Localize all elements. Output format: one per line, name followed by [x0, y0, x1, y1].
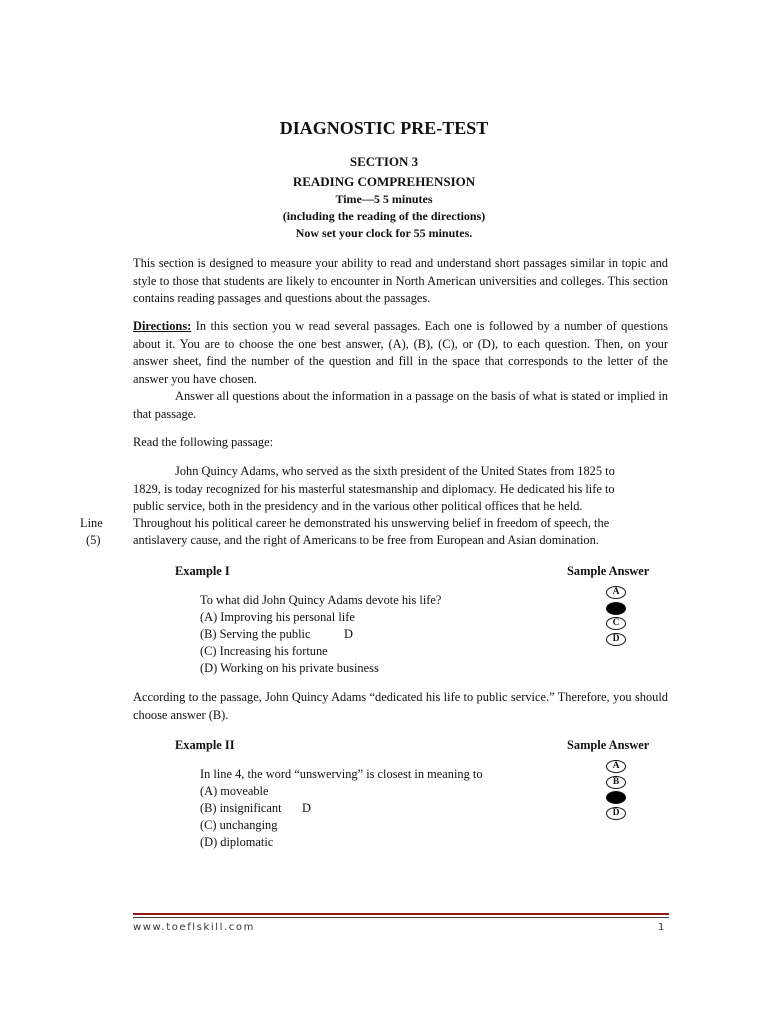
- example-1-question: To what did John Quincy Adams devote his life?: [200, 593, 442, 607]
- footer-rule-thin: [133, 917, 669, 918]
- example-1-answer-bubbles: [606, 586, 628, 648]
- example-1-option-b: (B) Serving the public: [200, 627, 311, 641]
- example-1-explanation: According to the passage, John Quincy Adams “dedicated his life to public service.” Therefore, you should choose answer (B).: [133, 690, 668, 722]
- passage-line-4: Throughout his political career he demonstrated his unswerving belief in freedom of speech, the: [133, 516, 610, 530]
- passage-line-3: public service, both in the presidency and in the various other political offices that he held.: [133, 499, 583, 513]
- example-1-option-d: (D) Working on his private business: [200, 661, 379, 675]
- example-2-answer-bubbles: [606, 760, 628, 822]
- example-1-option-c: (C) Increasing his fortune: [200, 644, 328, 658]
- clock-instruction: Now set your clock for 55 minutes.: [295, 226, 473, 240]
- answer-bubble-b-filled: [606, 602, 626, 615]
- page-title: DIAGNOSTIC PRE-TEST: [279, 118, 489, 138]
- example-1-sample-label: Sample Answer: [567, 564, 650, 578]
- example-2-option-c: (C) unchanging: [200, 818, 278, 832]
- line-marker-label: Line: [80, 516, 103, 530]
- directions-text: In this section you w read several passages. Each one is followed by a number of questions about it. You are to choose the one best answer, (A), (B), (C), or (D), to each question. Then, on your answer sheet, find the number of the question and fill in the space that corresponds to the letter of the answer you have chosen.: [133, 319, 668, 386]
- example-2-option-b: (B) insignificant: [200, 801, 282, 815]
- page-number: 1: [658, 922, 665, 933]
- answer-bubble-c-filled: [606, 791, 626, 804]
- section-heading: SECTION 3: [349, 154, 419, 169]
- directions-paragraph: [133, 318, 668, 388]
- answer-bubble-d: D: [606, 807, 626, 820]
- example-2-question: In line 4, the word “unswerving” is closest in meaning to: [200, 767, 483, 781]
- time-note: (including the reading of the directions): [282, 209, 486, 223]
- passage-line-5: antislavery cause, and the right of Americans to be free from European and Asian domination.: [133, 533, 599, 547]
- footer-rule: [133, 913, 669, 915]
- passage-line-1: John Quincy Adams, who served as the sixth president of the United States from 1825 to: [175, 464, 615, 478]
- example-2-label: Example II: [175, 738, 235, 752]
- time-limit: Time—5 5 minutes: [335, 192, 433, 206]
- example-1-label: Example I: [175, 564, 230, 578]
- directions-paragraph-2: Answer all questions about the information in a passage on the basis of what is stated or implied in that passage.: [133, 389, 668, 421]
- example-1-option-a: (A) Improving his personal life: [200, 610, 355, 624]
- example-2-stray-mark: D: [302, 801, 311, 815]
- section-subtitle: READING COMPREHENSION: [292, 174, 476, 189]
- passage-line-2: 1829, is today recognized for his masterful statesmanship and diplomacy. He dedicated his life to: [133, 482, 615, 496]
- example-2-option-d: (D) diplomatic: [200, 835, 274, 849]
- answer-bubble-a: A: [606, 586, 626, 599]
- line-marker-number: (5): [86, 533, 101, 547]
- example-2-option-a: (A) moveable: [200, 784, 269, 798]
- footer-url: www.toeflskill.com: [133, 922, 255, 933]
- directions-label: Directions:: [133, 319, 192, 333]
- read-prompt: Read the following passage:: [133, 435, 274, 449]
- example-2-sample-label: Sample Answer: [567, 738, 650, 752]
- intro-paragraph: This section is designed to measure your ability to read and understand short passages similar in topic and style to those that students are likely to encounter in North American universities and colleges. This section contains reading passages and questions about the passages.: [133, 256, 668, 305]
- answer-bubble-d: D: [606, 633, 626, 646]
- answer-bubble-c: C: [606, 617, 626, 630]
- answer-bubble-b: B: [606, 776, 626, 789]
- example-1-stray-mark: D: [344, 627, 353, 641]
- answer-bubble-a: A: [606, 760, 626, 773]
